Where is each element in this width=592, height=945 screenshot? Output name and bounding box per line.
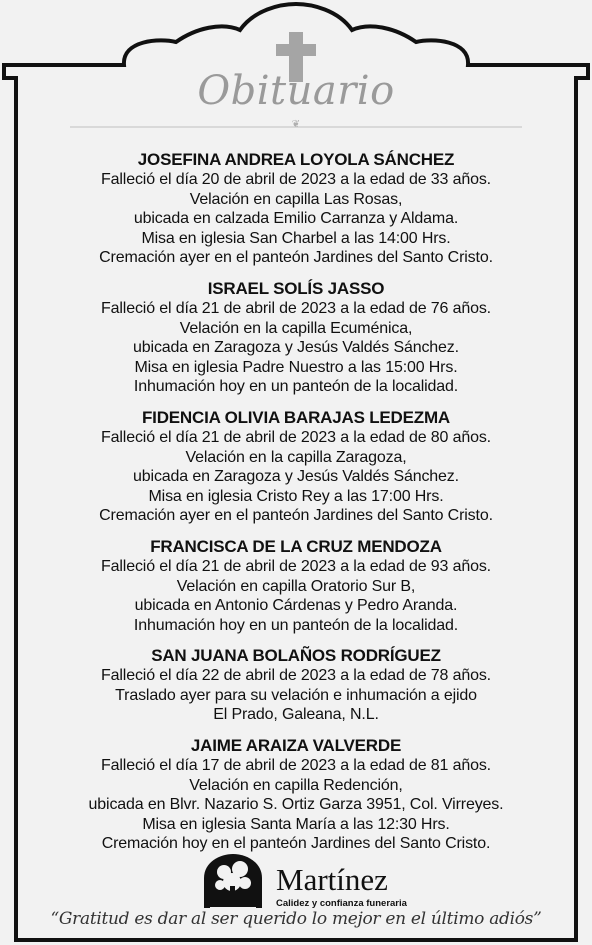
entry-detail-line: Misa en iglesia San Charbel a las 14:00 Hrs. <box>141 229 451 247</box>
entry-detail-line: Velación en capilla Las Rosas, <box>189 190 403 208</box>
entry-detail-line: Falleció el día 20 de abril de 2023 a la edad de 33 años. <box>101 171 491 188</box>
obituary-entry <box>20 278 572 397</box>
entry-detail-line: Falleció el día 22 de abril de 2023 a la edad de 78 años. <box>101 667 491 685</box>
chapel-tree-logo-icon <box>200 852 266 910</box>
entry-detail-line: ubicada en Zaragoza y Jesús Valdés Sánchez. <box>133 468 459 486</box>
brand-tagline: Calidez y confianza funeraria <box>276 898 407 909</box>
entry-detail-line: ubicada en calzada Emilio Carranza y Aldama. <box>133 210 459 228</box>
funeral-home-brand <box>178 852 438 912</box>
deceased-name: ISRAEL SOLÍS JASSO <box>207 278 385 298</box>
entry-detail-line: Velación en la capilla Zaragoza, <box>185 448 407 466</box>
footer-quote: “Gratitud es dar al ser querido lo mejor en el último adiós” <box>50 909 542 929</box>
deceased-name: FIDENCIA OLIVIA BARAJAS LEDEZMA <box>142 407 450 427</box>
entry-detail-line: Falleció el día 21 de abril de 2023 a la edad de 93 años. <box>101 557 491 575</box>
entry-detail-line: Velación en la capilla Ecuménica, <box>179 319 413 337</box>
entry-detail-line: Inhumación hoy en un panteón de la localidad. <box>133 378 459 396</box>
fleur-ornament-icon: ❦ <box>291 119 301 130</box>
deceased-name: SAN JUANA BOLAÑOS RODRÍGUEZ <box>151 646 441 666</box>
entry-detail-line: Cremación ayer en el panteón Jardines del Santo Cristo. <box>99 507 493 525</box>
entry-detail-line: Falleció el día 21 de abril de 2023 a la edad de 80 años. <box>101 428 491 446</box>
obituary-entry <box>20 536 572 635</box>
entry-detail-line: ubicada en Blvr. Nazario S. Ortiz Garza 3951, Col. Virreyes. <box>88 796 504 814</box>
deceased-name: JOSEFINA ANDREA LOYOLA SÁNCHEZ <box>137 150 455 169</box>
entry-detail-line: Falleció el día 21 de abril de 2023 a la edad de 76 años. <box>101 299 491 317</box>
entry-detail-line: ubicada en Antonio Cárdenas y Pedro Aranda. <box>134 597 458 615</box>
entry-detail-line: Misa en iglesia Padre Nuestro a las 15:00 Hrs. <box>134 358 458 376</box>
entry-detail-line: Misa en iglesia Santa María a las 12:30 Hrs. <box>142 815 450 833</box>
entry-detail-line: Cremación hoy en el panteón Jardines del Santo Cristo. <box>101 835 491 853</box>
entry-detail-line: Traslado ayer para su velación e inhumación a ejido <box>115 686 477 704</box>
obituary-entry <box>20 645 572 725</box>
entry-detail-line: Velación en capilla Oratorio Sur B, <box>176 577 416 595</box>
obituary-entry <box>20 407 572 526</box>
obituary-entry <box>20 735 572 854</box>
entry-detail-line: Misa en iglesia Cristo Rey a las 17:00 Hrs. <box>148 487 444 505</box>
entry-detail-line: Velación en capilla Redención, <box>189 776 403 794</box>
entry-detail-line: Inhumación hoy en un panteón de la localidad. <box>133 616 459 634</box>
obituary-list <box>20 149 572 864</box>
entry-detail-line: Falleció el día 17 de abril de 2023 a la edad de 81 años. <box>101 757 491 775</box>
deceased-name: FRANCISCA DE LA CRUZ MENDOZA <box>150 536 442 556</box>
entry-detail-line: Cremación ayer en el panteón Jardines del Santo Cristo. <box>99 249 493 267</box>
brand-name: Martínez <box>276 862 388 897</box>
deceased-name: JAIME ARAIZA VALVERDE <box>190 736 402 756</box>
entry-detail-line: El Prado, Galeana, N.L. <box>213 706 379 724</box>
page-title: Obituario <box>197 68 395 114</box>
obituary-entry <box>20 149 572 268</box>
entry-detail-line: ubicada en Zaragoza y Jesús Valdés Sánchez. <box>133 339 459 357</box>
